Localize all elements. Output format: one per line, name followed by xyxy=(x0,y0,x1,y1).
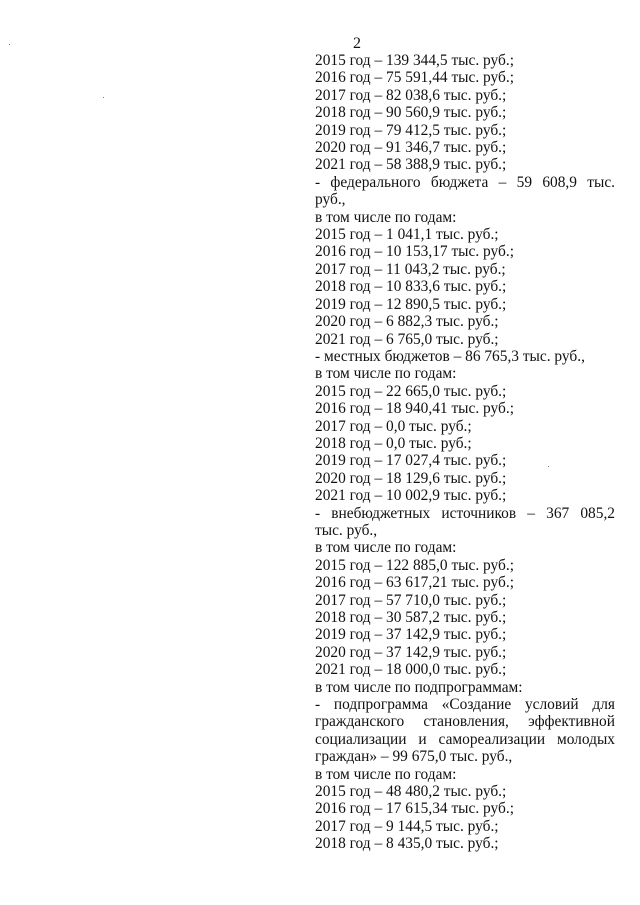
budget-year-line: 2019 год – 17 027,4 тыс. руб.; xyxy=(315,452,507,470)
budget-year-line: 2016 год – 75 591,44 тыс. руб.; xyxy=(315,69,514,87)
subprogram-line: гражданского становления, эффективной xyxy=(315,713,615,731)
scan-speck xyxy=(103,97,104,98)
subprogram-line: граждан» – 99 675,0 тыс. руб., xyxy=(315,748,513,766)
budget-year-line: 2017 год – 57 710,0 тыс. руб.; xyxy=(315,591,507,609)
budget-year-line: 2018 год – 8 435,0 тыс. руб.; xyxy=(315,835,499,853)
budget-year-line: 2019 год – 79 412,5 тыс. руб.; xyxy=(315,121,507,139)
federal-budget-heading-continuation: руб., xyxy=(315,191,346,209)
budget-year-line: 2017 год – 11 043,2 тыс. руб.; xyxy=(315,260,506,278)
extrabudgetary-sources-heading-continuation: тыс. руб., xyxy=(315,521,378,539)
budget-year-line: 2016 год – 63 617,21 тыс. руб.; xyxy=(315,574,514,592)
local-budgets-heading: - местных бюджетов – 86 765,3 тыс. руб., xyxy=(315,347,585,365)
by-years-heading: в том числе по годам: xyxy=(315,365,457,383)
budget-year-line: 2021 год – 18 000,0 тыс. руб.; xyxy=(315,661,507,679)
budget-year-line: 2017 год – 9 144,5 тыс. руб.; xyxy=(315,817,499,835)
budget-year-line: 2017 год – 82 038,6 тыс. руб.; xyxy=(315,86,507,104)
by-years-heading: в том числе по годам: xyxy=(315,208,457,226)
budget-year-line: 2015 год – 22 665,0 тыс. руб.; xyxy=(315,382,507,400)
budget-year-line: 2018 год – 0,0 тыс. руб.; xyxy=(315,434,472,452)
budget-year-line: 2020 год – 91 346,7 тыс. руб.; xyxy=(315,139,507,157)
budget-year-line: 2021 год – 10 002,9 тыс. руб.; xyxy=(315,487,507,505)
federal-budget-heading: - федерального бюджета – 59 608,9 тыс. xyxy=(315,173,615,191)
by-years-heading: в том числе по годам: xyxy=(315,539,457,557)
budget-year-line: 2020 год – 37 142,9 тыс. руб.; xyxy=(315,643,507,661)
budget-year-line: 2020 год – 6 882,3 тыс. руб.; xyxy=(315,313,499,331)
budget-year-line: 2020 год – 18 129,6 тыс. руб.; xyxy=(315,469,507,487)
budget-year-line: 2019 год – 37 142,9 тыс. руб.; xyxy=(315,626,507,644)
by-years-heading: в том числе по годам: xyxy=(315,765,457,783)
budget-year-line: 2018 год – 10 833,6 тыс. руб.; xyxy=(315,278,507,296)
scan-speck xyxy=(9,44,10,45)
budget-year-line: 2016 год – 10 153,17 тыс. руб.; xyxy=(315,243,514,261)
budget-year-line: 2015 год – 139 344,5 тыс. руб.; xyxy=(315,52,514,69)
budget-year-line: 2015 год – 48 480,2 тыс. руб.; xyxy=(315,783,507,801)
by-subprograms-heading: в том числе по подпрограммам: xyxy=(315,678,523,696)
document-text-column xyxy=(315,52,615,853)
budget-year-line: 2015 год – 1 041,1 тыс. руб.; xyxy=(315,226,499,244)
budget-year-line: 2021 год – 6 765,0 тыс. руб.; xyxy=(315,330,499,348)
budget-year-line: 2019 год – 12 890,5 тыс. руб.; xyxy=(315,295,507,313)
budget-year-line: 2016 год – 17 615,34 тыс. руб.; xyxy=(315,800,514,818)
budget-year-line: 2015 год – 122 885,0 тыс. руб.; xyxy=(315,556,514,574)
budget-year-line: 2021 год – 58 388,9 тыс. руб.; xyxy=(315,156,507,174)
extrabudgetary-sources-heading: - внебюджетных источников – 367 085,2 xyxy=(315,504,615,522)
budget-year-line: 2018 год – 30 587,2 тыс. руб.; xyxy=(315,609,507,626)
page-number: 2 xyxy=(353,35,361,52)
subprogram-line: - подпрограмма «Создание условий для xyxy=(315,696,615,714)
budget-year-line: 2016 год – 18 940,41 тыс. руб.; xyxy=(315,400,514,418)
budget-year-line: 2018 год – 90 560,9 тыс. руб.; xyxy=(315,104,507,122)
budget-year-line: 2017 год – 0,0 тыс. руб.; xyxy=(315,417,472,435)
subprogram-line: социализации и самореализации молодых xyxy=(315,730,615,748)
